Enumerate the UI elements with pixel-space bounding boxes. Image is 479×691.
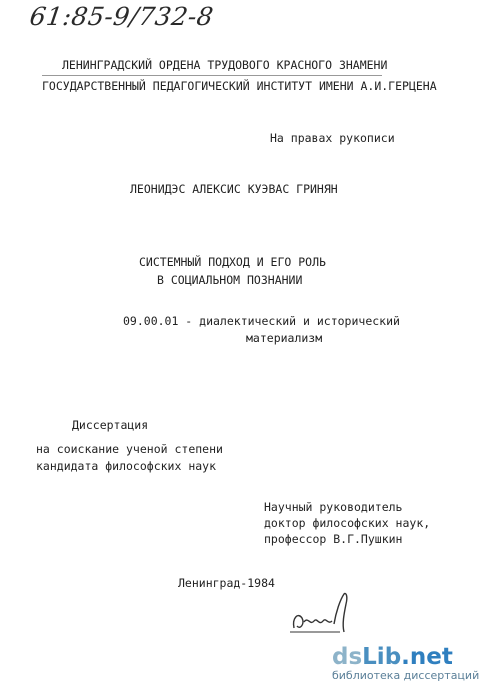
rights-note: На правах рукописи — [270, 131, 395, 145]
specialty-line-2: материализм — [246, 331, 323, 345]
watermark-subtitle: библиотека диссертаций — [332, 669, 479, 682]
handwritten-signature — [288, 588, 356, 638]
watermark-logo-net: .net — [401, 644, 453, 670]
advisor-line-2: доктор философских наук, — [264, 516, 431, 530]
watermark-logo — [332, 644, 453, 670]
handwritten-code: 61:85-9/732-8 — [27, 2, 216, 31]
header-line-2: ГОСУДАРСТВЕННЫЙ ПЕДАГОГИЧЕСКИЙ ИНСТИТУТ ИМЕНИ А.И.ГЕРЦЕНА — [42, 79, 437, 93]
header-rule — [42, 75, 382, 76]
degree-line-1: Диссертация — [72, 418, 149, 432]
title-line-1: СИСТЕМНЫЙ ПОДХОД И ЕГО РОЛЬ — [139, 255, 326, 269]
advisor-line-3: профессор В.Г.Пушкин — [264, 532, 403, 546]
place-and-year: Ленинград-1984 — [178, 576, 275, 590]
degree-line-2: на соискание ученой степени — [36, 442, 223, 456]
watermark-logo-lib: Lib — [362, 644, 402, 670]
specialty-line-1: 09.00.01 - диалектический и исторический — [123, 314, 400, 328]
degree-line-3: кандидата философских наук — [36, 459, 217, 473]
dslib-watermark — [332, 644, 479, 683]
watermark-logo-ds: ds — [332, 644, 363, 670]
title-line-2: В СОЦИАЛЬНОМ ПОЗНАНИИ — [157, 273, 303, 287]
advisor-line-1: Научный руководитель — [264, 500, 403, 514]
author-name: ЛЕОНИДЭС АЛЕКСИС КУЭВАС ГРИНЯН — [130, 182, 338, 196]
header-line-1: ЛЕНИНГРАДСКИЙ ОРДЕНА ТРУДОВОГО КРАСНОГО ЗНАМЕНИ — [62, 58, 388, 72]
